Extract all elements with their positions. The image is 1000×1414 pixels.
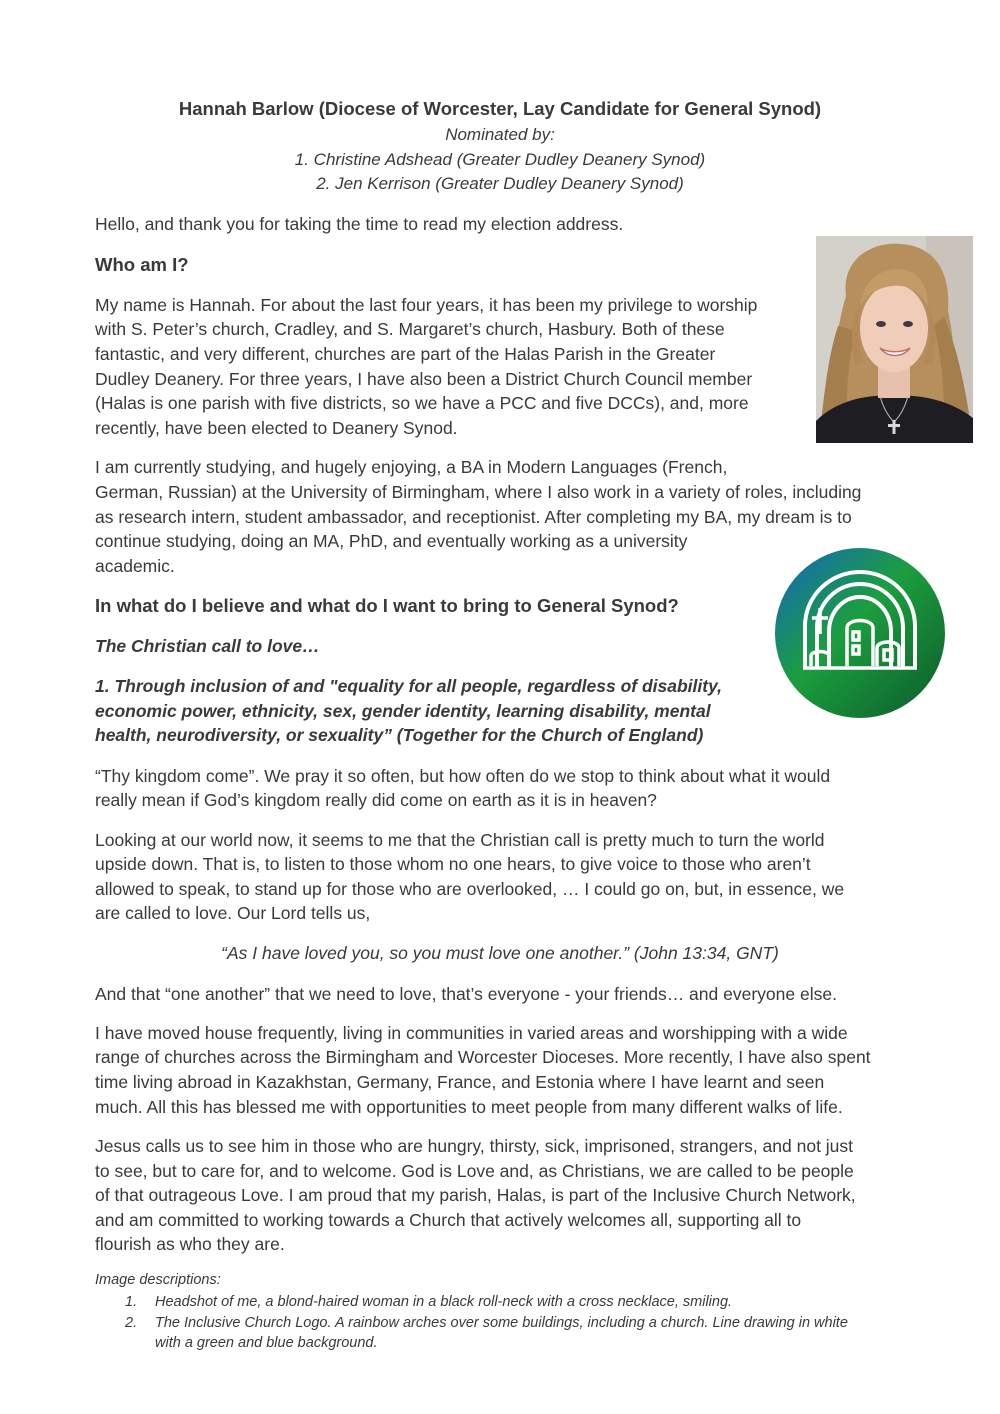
description-text: The Inclusive Church Logo. A rainbow arches over some buildings, including a church. Line drawing in white — [155, 1314, 848, 1331]
list-item — [125, 1313, 905, 1354]
document-title: Hannah Barlow (Diocese of Worcester, Lay Candidate for General Synod) — [178, 98, 822, 119]
list-number: 1. — [125, 1294, 138, 1310]
text-line: continue studying, doing an MA, PhD, and eventually working as a university — [95, 531, 688, 551]
text-line: health, neurodiversity, or sexuality” (Together for the Church of England) — [95, 725, 704, 745]
text-line: (Halas is one parish with five districts, so we have a PCC and five DCCs), and, more — [95, 393, 749, 413]
text-line: really mean if God’s kingdom really did come on earth as it is in heaven? — [95, 790, 657, 810]
headshot-illustration — [816, 236, 973, 443]
text-line: Dudley Deanery. For three years, I have also been a District Church Council member — [95, 369, 753, 389]
beliefs-subheading: The Christian call to love… — [95, 636, 320, 656]
church-rainbow-icon — [775, 548, 945, 718]
nominator-1: 1. Christine Adshead (Greater Dudley Deanery Synod) — [294, 150, 706, 169]
text-line: range of churches across the Birmingham and Worcester Dioceses. More recently, I have also spent — [95, 1047, 871, 1067]
text-line: allowed to speak, to stand up for those who are overlooked, … I could go on, but, in essence, we — [95, 879, 845, 899]
intro-paragraph: Hello, and thank you for taking the time to read my election address. — [95, 214, 624, 234]
image-descriptions-label: Image descriptions: — [95, 1272, 221, 1288]
text-line: fantastic, and very different, churches are part of the Halas Parish in the Greater — [95, 344, 716, 364]
list-item — [125, 1292, 905, 1313]
text-line: My name is Hannah. For about the last four years, it has been my privilege to worship — [95, 295, 758, 315]
text-line: recently, have been elected to Deanery Synod. — [95, 418, 458, 438]
text-line: German, Russian) at the University of Birmingham, where I also work in a variety of roles, including — [95, 482, 862, 502]
text-line: I am currently studying, and hugely enjoying, a BA in Modern Languages (French, — [95, 457, 728, 477]
description-text: with a green and blue background. — [155, 1335, 378, 1351]
text-line: and am committed to working towards a Church that actively welcomes all, supporting all to — [95, 1210, 802, 1230]
text-line: time living abroad in Kazakhstan, Germany, France, and Estonia where I have learnt and seen — [95, 1072, 825, 1092]
text-line: are called to love. Our Lord tells us, — [95, 903, 371, 923]
text-line: as research intern, student ambassador, and receptionist. After completing my BA, my dream is to — [95, 507, 852, 527]
text-line: “Thy kingdom come”. We pray it so often, but how often do we stop to think about what it would — [95, 766, 831, 786]
one-another-paragraph: And that “one another” that we need to love, that’s everyone - your friends… and everyone else. — [95, 984, 837, 1004]
text-line: 1. Through inclusion of and "equality for all people, regardless of disability, — [95, 676, 723, 696]
text-line: I have moved house frequently, living in communities in varied areas and worshipping with a wide — [95, 1023, 848, 1043]
text-line: Jesus calls us to see him in those who are hungry, thirsty, sick, imprisoned, strangers, and not just — [95, 1136, 854, 1156]
nominator-2: 2. Jen Kerrison (Greater Dudley Deanery Synod) — [316, 174, 684, 193]
nominated-by-label: Nominated by: — [445, 125, 555, 144]
text-line: with S. Peter’s church, Cradley, and S. Margaret’s church, Hasbury. Both of these — [95, 319, 725, 339]
text-line: academic. — [95, 556, 175, 576]
text-line: Looking at our world now, it seems to me that the Christian call is pretty much to turn the world — [95, 830, 825, 850]
image-descriptions-list — [125, 1292, 905, 1354]
inclusive-church-logo — [775, 548, 945, 718]
text-line: much. All this has blessed me with opportunities to meet people from many different walks of life. — [95, 1097, 843, 1117]
who-am-i-heading: Who am I? — [95, 254, 189, 275]
description-text: Headshot of me, a blond-haired woman in a black roll-neck with a cross necklace, smiling. — [155, 1294, 733, 1310]
text-line: economic power, ethnicity, sex, gender identity, learning disability, mental — [95, 701, 711, 721]
bible-quote: “As I have loved you, so you must love one another.” (John 13:34, GNT) — [221, 943, 779, 963]
beliefs-heading: In what do I believe and what do I want to bring to General Synod? — [95, 595, 679, 616]
text-line: upside down. That is, to listen to those whom no one hears, to give voice to those who aren’t — [95, 854, 811, 874]
text-line: flourish as who they are. — [95, 1234, 285, 1254]
headshot-photo — [816, 236, 973, 443]
text-line: to see, but to care for, and to welcome. God is Love and, as Christians, we are called to be people — [95, 1161, 854, 1181]
text-line: of that outrageous Love. I am proud that my parish, Halas, is part of the Inclusive Church Network, — [95, 1185, 856, 1205]
list-number: 2. — [125, 1314, 138, 1331]
